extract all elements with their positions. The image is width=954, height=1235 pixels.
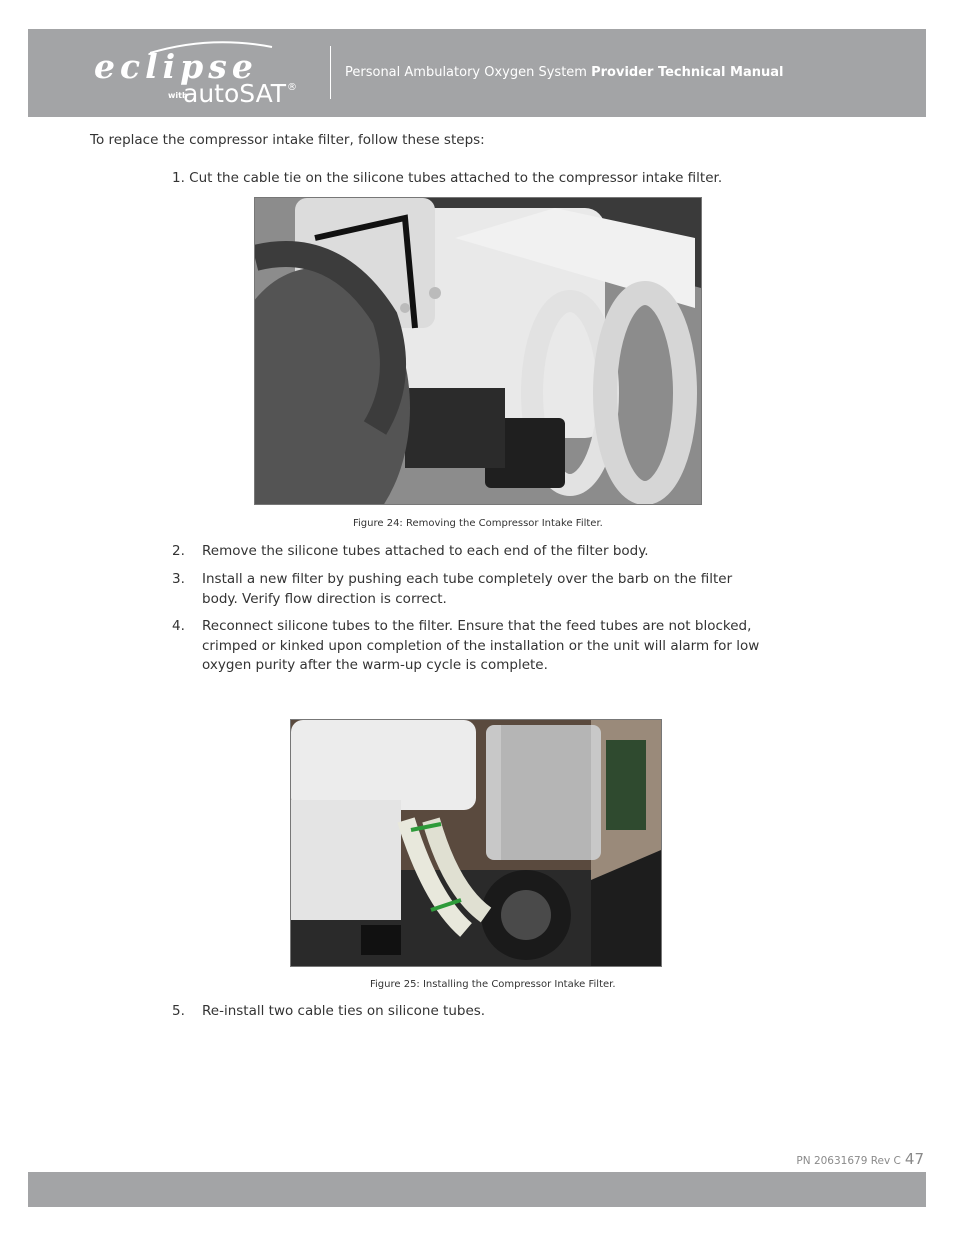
figure-25-caption: Figure 25: Installing the Compressor Intake Filter. [370, 979, 616, 990]
step-text: Remove the silicone tubes attached to each end of the filter body. [202, 543, 649, 559]
manual-title [345, 65, 784, 80]
page-number: 47 [904, 1150, 924, 1168]
step-1-text: 1. Cut the cable tie on the silicone tubes attached to the compressor intake filter. [172, 170, 723, 186]
footer-page-info [796, 1149, 924, 1168]
intro-text: To replace the compressor intake filter, follow these steps: [90, 132, 485, 148]
part-number: PN 20631679 Rev C [796, 1155, 901, 1167]
page-footer-bar [28, 1172, 926, 1207]
figure-24-caption: Figure 24: Removing the Compressor Intake Filter. [353, 518, 603, 529]
figure-24-photo [254, 197, 702, 505]
manual-title-bold: Provider Technical Manual [591, 65, 784, 80]
logo-autosat-text: autoSAT® [183, 79, 298, 108]
eclipse-autosat-logo [90, 39, 340, 109]
step-text: Reconnect silicone tubes to the filter. Ensure that the feed tubes are not blocked, crimped or kinked upon completion of the installation or the unit will alarm for low oxygen purity after the warm-up cycle is complete. [202, 618, 760, 673]
step-text: Re-install two cable ties on silicone tubes. [202, 1003, 486, 1019]
step-number: 2. [172, 543, 185, 559]
page-header [28, 29, 926, 117]
step-number: 3. [172, 571, 185, 587]
step-number: 5. [172, 1003, 185, 1019]
step-number: 4. [172, 618, 185, 634]
manual-title-regular: Personal Ambulatory Oxygen System [345, 65, 592, 80]
step-text: Install a new filter by pushing each tube completely over the barb on the filter body. Verify flow direction is correct. [202, 571, 733, 607]
header-divider [330, 46, 331, 99]
logo-with-text: with [168, 91, 188, 100]
figure-25-photo [290, 719, 662, 967]
logo-eclipse-text: eclipse [94, 47, 258, 86]
